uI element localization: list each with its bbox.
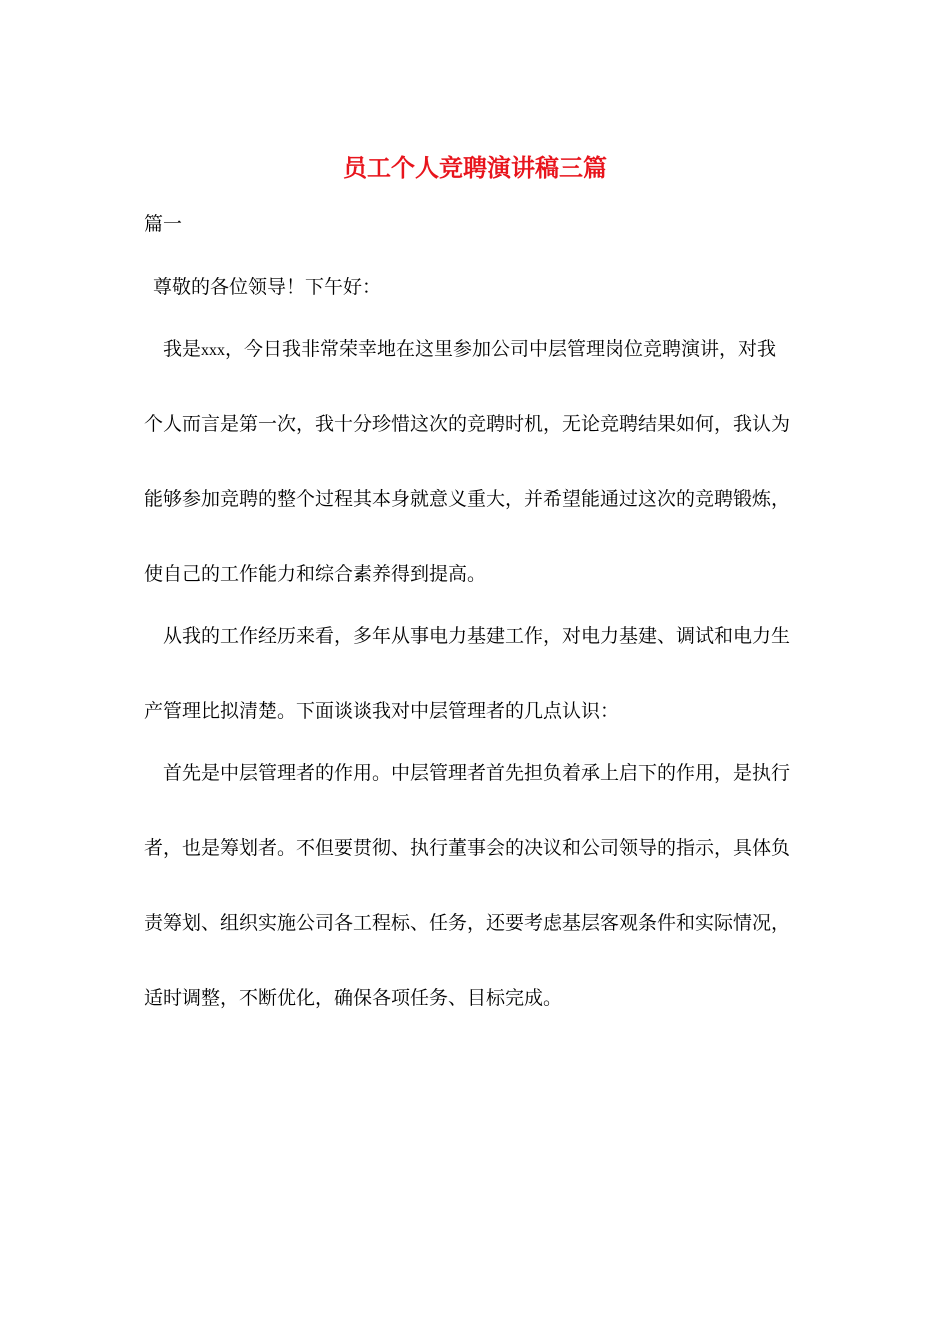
paragraph-1-line-2: 个人而言是第一次，我十分珍惜这次的竞聘时机，无论竞聘结果如何，我认为 <box>144 413 791 435</box>
paragraph-3-line-3: 责筹划、组织实施公司各工程标、任务，还要考虑基层客观条件和实际情况， <box>144 912 791 934</box>
paragraph-1-line-3: 能够参加竞聘的整个过程其本身就意义重大，并希望能通过这次的竞聘锻炼， <box>144 488 791 510</box>
paragraph-3-line-4: 适时调整，不断优化，确保各项任务、目标完成。 <box>144 987 563 1009</box>
speaker-name: xxx <box>201 342 226 359</box>
paragraph-3-line-1: 首先是中层管理者的作用。中层管理者首先担负着承上启下的作用，是执行 <box>163 762 791 784</box>
paragraph-1-line-4: 使自己的工作能力和综合素养得到提高。 <box>144 563 487 585</box>
paragraph-3-line-2: 者，也是筹划者。不但要贯彻、执行董事会的决议和公司领导的指示，具体负 <box>144 837 791 859</box>
greeting: 尊敬的各位领导！下午好： <box>153 276 382 298</box>
paragraph-2-line-1: 从我的工作经历来看，多年从事电力基建工作，对电力基建、调试和电力生 <box>163 625 791 647</box>
document-title: 员工个人竞聘演讲稿三篇 <box>343 153 607 182</box>
line-prefix: 我是 <box>163 338 202 360</box>
section-label: 篇一 <box>144 213 183 235</box>
paragraph-2-line-2: 产管理比拟清楚。下面谈谈我对中层管理者的几点认识： <box>144 700 620 722</box>
paragraph-1-line-1 <box>163 335 776 365</box>
line-rest: ，今日我非常荣幸地在这里参加公司中层管理岗位竞聘演讲，对我 <box>225 338 777 360</box>
